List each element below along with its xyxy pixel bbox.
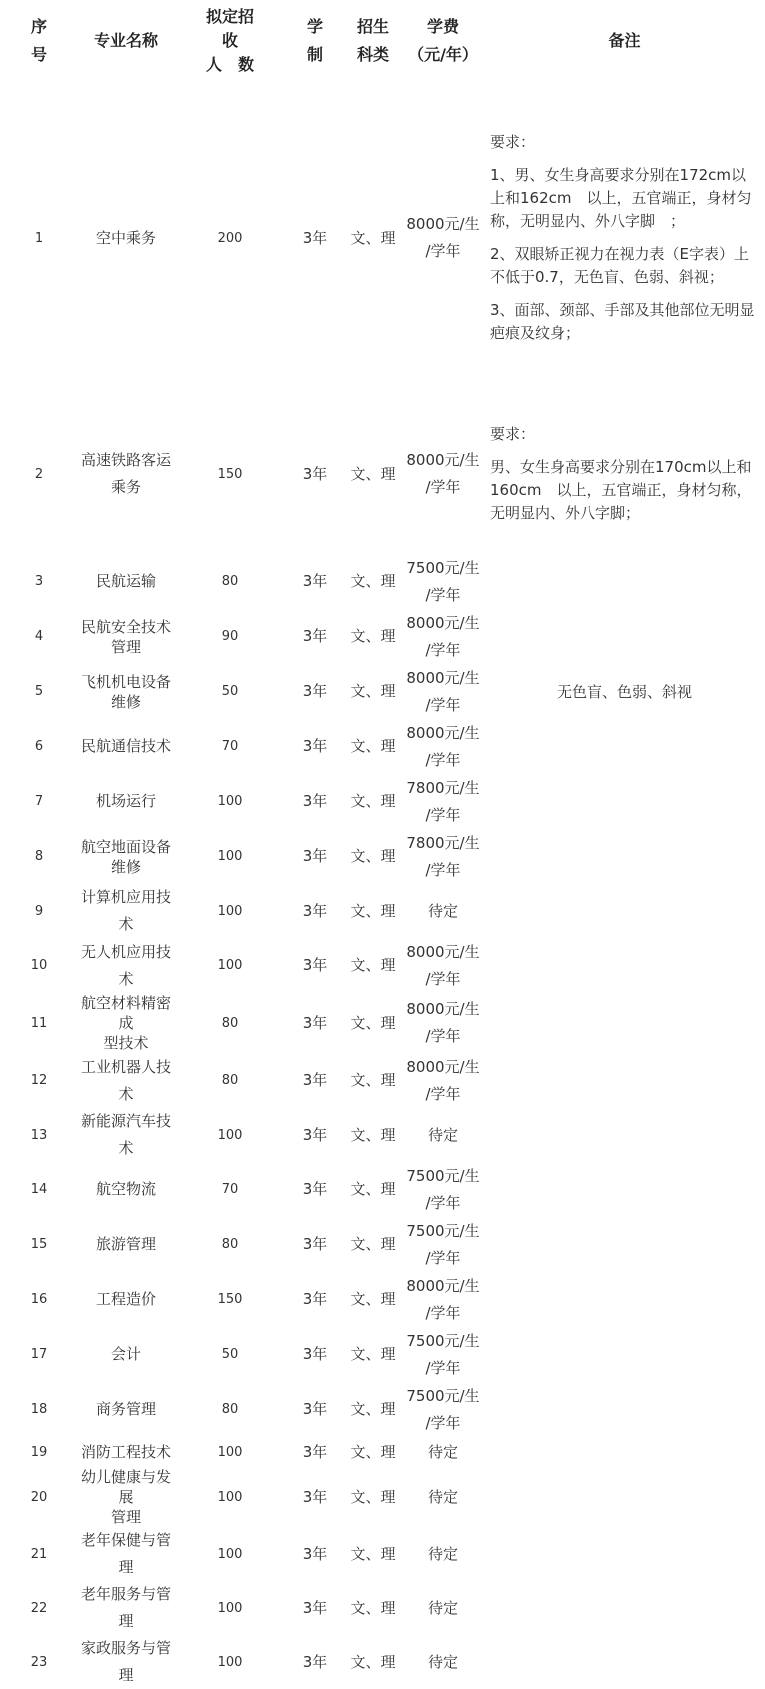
quota-value: 150 bbox=[217, 466, 243, 482]
category-value: 文、理 bbox=[350, 1290, 396, 1308]
major-name: 会计 bbox=[110, 1345, 141, 1363]
quota-value: 80 bbox=[221, 1015, 239, 1031]
duration-value: 3年 bbox=[302, 1290, 328, 1308]
table-row bbox=[0, 394, 765, 554]
category-value: 文、理 bbox=[350, 627, 396, 645]
row-index: 13 bbox=[30, 1127, 48, 1143]
quota-value: 100 bbox=[217, 958, 243, 973]
fee-value: 7500元/生 /学年 bbox=[406, 558, 480, 604]
duration-value: 3年 bbox=[302, 682, 328, 700]
quota-value: 50 bbox=[221, 1347, 239, 1362]
category-value: 文、理 bbox=[350, 682, 396, 700]
category-value: 文、理 bbox=[350, 1598, 396, 1617]
category-value: 文、理 bbox=[350, 228, 396, 247]
category-value: 文、理 bbox=[350, 1345, 396, 1363]
duration-value: 3年 bbox=[302, 1345, 328, 1363]
major-name: 商务管理 bbox=[95, 1400, 156, 1418]
header-duration: 学 制 bbox=[306, 17, 323, 64]
category-value: 文、理 bbox=[350, 1180, 396, 1198]
major-name: 民航安全技术 管理 bbox=[80, 617, 171, 656]
fee-value: 待定 bbox=[427, 1598, 458, 1617]
major-name: 高速铁路客运 乘务 bbox=[80, 451, 171, 496]
major-name: 老年服务与管理 bbox=[80, 1585, 171, 1630]
category-value: 文、理 bbox=[350, 1487, 396, 1506]
quota-value: 100 bbox=[217, 1654, 243, 1670]
quota-value: 100 bbox=[217, 794, 243, 809]
row-index: 18 bbox=[30, 1402, 48, 1417]
duration-value: 3年 bbox=[302, 228, 328, 247]
fee-value: 7800元/生 /学年 bbox=[406, 833, 480, 879]
major-name: 家政服务与管理 bbox=[80, 1639, 171, 1684]
category-value: 文、理 bbox=[350, 901, 396, 920]
row-index: 15 bbox=[30, 1237, 48, 1252]
fee-value: 8000元/生 /学年 bbox=[406, 1057, 480, 1103]
table-body bbox=[0, 82, 765, 1689]
row-index: 6 bbox=[34, 739, 44, 754]
quota-value: 80 bbox=[221, 1402, 239, 1417]
fee-value: 待定 bbox=[427, 1544, 458, 1563]
category-value: 文、理 bbox=[350, 792, 396, 810]
category-value: 文、理 bbox=[350, 737, 396, 755]
quota-value: 100 bbox=[217, 1489, 243, 1505]
duration-value: 3年 bbox=[302, 1071, 328, 1089]
remark-paragraph: 要求： bbox=[490, 133, 536, 151]
category-value: 文、理 bbox=[350, 464, 396, 483]
major-name: 新能源汽车技术 bbox=[80, 1112, 171, 1157]
quota-value: 50 bbox=[221, 684, 239, 699]
table-row bbox=[0, 82, 765, 394]
major-name: 飞机机电设备 维修 bbox=[80, 672, 171, 711]
fee-value: 8000元/生 /学年 bbox=[406, 613, 480, 659]
header-row bbox=[0, 0, 765, 82]
row-index: 19 bbox=[30, 1444, 48, 1460]
duration-value: 3年 bbox=[302, 1235, 328, 1253]
header-remark: 备注 bbox=[608, 31, 641, 50]
duration-value: 3年 bbox=[302, 901, 328, 920]
category-value: 文、理 bbox=[350, 572, 396, 590]
fee-value: 7800元/生 /学年 bbox=[406, 778, 480, 824]
category-value: 文、理 bbox=[350, 1652, 396, 1671]
major-name: 航空物流 bbox=[95, 1180, 156, 1198]
quota-value: 200 bbox=[217, 230, 243, 246]
row-index: 20 bbox=[30, 1489, 48, 1505]
duration-value: 3年 bbox=[302, 1180, 328, 1198]
remark-paragraph: 1、男、女生身高要求分别在172cm以上和162cm 以上，五官端正，身材匀称，无明显内、外八字脚 ； bbox=[490, 166, 752, 230]
remark-shared: 无色盲、色弱、斜视 bbox=[556, 683, 692, 701]
row-index: 11 bbox=[30, 1015, 48, 1031]
row-index: 1 bbox=[34, 230, 44, 246]
major-name: 无人机应用技术 bbox=[80, 942, 171, 988]
fee-value: 8000元/生 /学年 bbox=[406, 451, 480, 496]
quota-value: 100 bbox=[217, 1546, 243, 1562]
fee-value: 7500元/生 /学年 bbox=[406, 1221, 480, 1267]
quota-value: 70 bbox=[221, 1182, 239, 1197]
duration-value: 3年 bbox=[302, 847, 328, 865]
row-index: 8 bbox=[34, 849, 44, 864]
major-name: 幼儿健康与发展 管理 bbox=[80, 1468, 171, 1526]
quota-value: 80 bbox=[221, 1237, 239, 1252]
quota-value: 100 bbox=[217, 1127, 243, 1143]
major-name: 空中乘务 bbox=[95, 228, 156, 247]
fee-value: 8000元/生 /学年 bbox=[406, 1000, 480, 1045]
major-name: 旅游管理 bbox=[95, 1235, 156, 1253]
duration-value: 3年 bbox=[302, 464, 328, 483]
duration-value: 3年 bbox=[302, 1442, 328, 1461]
row-index: 14 bbox=[30, 1182, 48, 1197]
major-name: 工程造价 bbox=[95, 1290, 156, 1308]
duration-value: 3年 bbox=[302, 572, 328, 590]
category-value: 文、理 bbox=[350, 956, 396, 974]
duration-value: 3年 bbox=[302, 1544, 328, 1563]
row-index: 2 bbox=[34, 466, 44, 482]
category-value: 文、理 bbox=[350, 1013, 396, 1032]
row-index: 12 bbox=[30, 1073, 48, 1088]
header-major: 专业名称 bbox=[93, 31, 158, 50]
fee-value: 8000元/生 /学年 bbox=[406, 215, 480, 260]
row-index: 7 bbox=[34, 794, 44, 809]
table-row bbox=[0, 554, 765, 609]
fee-value: 待定 bbox=[427, 1125, 458, 1144]
duration-value: 3年 bbox=[302, 956, 328, 974]
duration-value: 3年 bbox=[302, 1400, 328, 1418]
quota-value: 100 bbox=[217, 903, 243, 919]
remark-paragraph: 2、双眼矫正视力在视力表（E字表）上不低于0.7，无色盲、色弱、斜视； bbox=[490, 245, 750, 286]
duration-value: 3年 bbox=[302, 792, 328, 810]
duration-value: 3年 bbox=[302, 1487, 328, 1506]
row-index: 3 bbox=[34, 574, 44, 589]
category-value: 文、理 bbox=[350, 1442, 396, 1461]
fee-value: 待定 bbox=[427, 1442, 458, 1461]
row-index: 22 bbox=[30, 1600, 48, 1616]
duration-value: 3年 bbox=[302, 627, 328, 645]
row-index: 9 bbox=[34, 903, 44, 919]
major-name: 计算机应用技术 bbox=[80, 888, 171, 933]
quota-value: 90 bbox=[221, 629, 239, 644]
header-category: 招生 科类 bbox=[356, 17, 389, 64]
remark-row1 bbox=[484, 82, 765, 394]
major-name: 老年保健与管理 bbox=[80, 1531, 171, 1576]
fee-value: 待定 bbox=[427, 1487, 458, 1506]
fee-value: 7500元/生 /学年 bbox=[406, 1386, 480, 1432]
category-value: 文、理 bbox=[350, 1125, 396, 1144]
row-index: 10 bbox=[30, 958, 48, 973]
quota-value: 100 bbox=[217, 1600, 243, 1616]
remark-paragraph: 男、女生身高要求分别在170cm以上和160cm 以上，五官端正，身材匀称，无明显内、外八字脚； bbox=[490, 458, 752, 522]
major-name: 民航通信技术 bbox=[80, 737, 171, 755]
remark-row2 bbox=[484, 394, 765, 554]
category-value: 文、理 bbox=[350, 1544, 396, 1563]
quota-value: 70 bbox=[221, 739, 239, 754]
row-index: 16 bbox=[30, 1292, 48, 1307]
category-value: 文、理 bbox=[350, 1071, 396, 1089]
fee-value: 8000元/生 /学年 bbox=[406, 668, 480, 714]
remark-paragraph: 要求： bbox=[490, 425, 536, 443]
duration-value: 3年 bbox=[302, 737, 328, 755]
fee-value: 7500元/生 /学年 bbox=[406, 1331, 480, 1377]
row-index: 23 bbox=[30, 1654, 48, 1670]
duration-value: 3年 bbox=[302, 1125, 328, 1144]
fee-value: 8000元/生 /学年 bbox=[406, 942, 480, 988]
major-name: 航空材料精密成 型技术 bbox=[80, 994, 171, 1052]
quota-value: 150 bbox=[217, 1292, 243, 1307]
major-name: 工业机器人技术 bbox=[80, 1057, 171, 1103]
duration-value: 3年 bbox=[302, 1598, 328, 1617]
major-name: 航空地面设备 维修 bbox=[80, 837, 171, 876]
fee-value: 8000元/生 /学年 bbox=[406, 1276, 480, 1322]
row-index: 17 bbox=[30, 1347, 48, 1362]
duration-value: 3年 bbox=[302, 1652, 328, 1671]
remark-paragraph: 3、面部、颈部、手部及其他部位无明显疤痕及纹身； bbox=[490, 301, 755, 342]
fee-value: 待定 bbox=[427, 901, 458, 920]
quota-value: 100 bbox=[217, 849, 243, 864]
header-fee: 学费 （元/年） bbox=[408, 17, 478, 64]
fee-value: 8000元/生 /学年 bbox=[406, 723, 480, 769]
major-name: 消防工程技术 bbox=[80, 1442, 171, 1461]
fee-value: 7500元/生 /学年 bbox=[406, 1166, 480, 1212]
duration-value: 3年 bbox=[302, 1013, 328, 1032]
major-name: 机场运行 bbox=[95, 792, 156, 810]
row-index: 4 bbox=[34, 629, 44, 644]
fee-value: 待定 bbox=[427, 1652, 458, 1671]
major-name: 民航运输 bbox=[95, 572, 156, 590]
row-index: 21 bbox=[30, 1546, 48, 1562]
header-index: 序 号 bbox=[30, 17, 47, 64]
header-quota: 拟定招 收 人 数 bbox=[205, 7, 254, 74]
quota-value: 100 bbox=[217, 1444, 243, 1460]
quota-value: 80 bbox=[221, 574, 239, 589]
category-value: 文、理 bbox=[350, 847, 396, 865]
row-index: 5 bbox=[34, 684, 44, 699]
quota-value: 80 bbox=[221, 1073, 239, 1088]
category-value: 文、理 bbox=[350, 1235, 396, 1253]
category-value: 文、理 bbox=[350, 1400, 396, 1418]
